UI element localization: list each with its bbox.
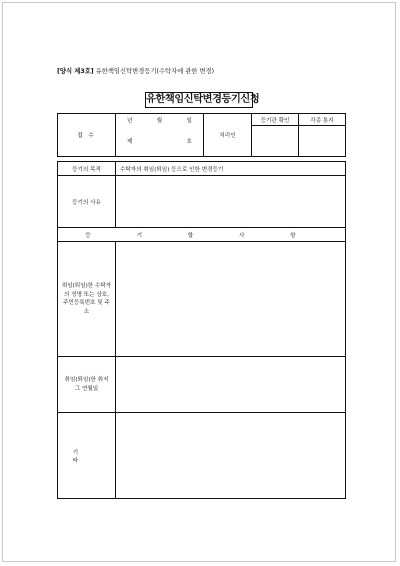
document-title: 유한책임신탁변경등기신청 [145,92,253,108]
resignation-date-label: 취임(퇴임)한 취지 그 연월일 [58,357,116,413]
notices-label: 각종 통지 [299,114,346,126]
cause-field[interactable] [116,176,346,228]
form-header [57,66,214,75]
other-field[interactable] [116,413,346,499]
trustee-field[interactable] [116,242,346,357]
form-title: 유한책임신탁변경등기(수탁자에 관한 변경) [95,68,215,75]
registrar-check-field[interactable] [252,126,299,157]
processor-label: 처리인 [204,114,252,157]
date-day-label: 일 [176,114,204,126]
application-table [57,161,346,499]
reception-table [57,113,346,157]
number-suffix: 호 [176,126,204,157]
date-year-label: 년 [116,114,144,126]
resignation-date-field[interactable] [116,357,346,413]
reception-label: 접 수 [58,114,116,157]
cause-label: 등기의 사유 [58,176,116,228]
number-blank [144,126,176,157]
matters-header: 등 기 할 사 항 [58,228,346,242]
date-month-label: 월 [144,114,176,126]
registrar-check-label: 등기관 확인 [252,114,299,126]
purpose-label: 등기의 목적 [58,162,116,176]
form-tag: [양식 제3호] [57,68,94,75]
other-label: 기 타 [58,413,116,499]
purpose-value: 수탁자의 취임(퇴임) 등으로 인한 변경등기 [116,162,346,176]
number-prefix: 제 [116,126,144,157]
notices-field[interactable] [299,126,346,157]
trustee-label: 취임(퇴임)한 수탁자의 성명 또는 상호, 주민등록번호 및 주소 [58,242,116,357]
